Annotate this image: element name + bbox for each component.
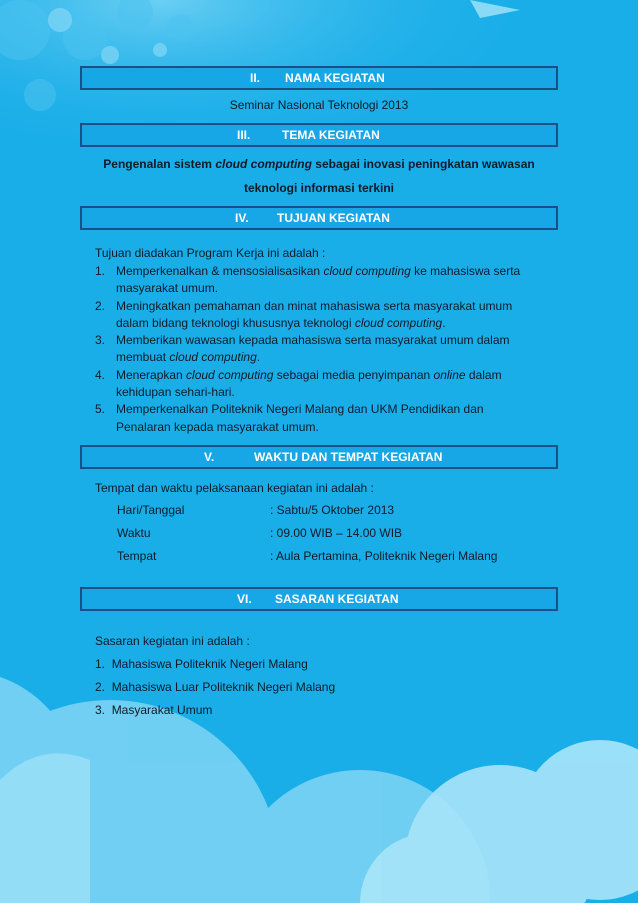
section-header-tujuan bbox=[80, 206, 558, 230]
theme-text: Pengenalan sistem bbox=[103, 157, 216, 171]
info-row-date bbox=[117, 503, 395, 517]
sasaran-intro: Sasaran kegiatan ini adalah : bbox=[95, 634, 250, 648]
list-item: 4. Menerapkan cloud computing sebagai media penyimpanan online dalam kehidupan sehari-hari. bbox=[95, 367, 502, 400]
info-label: Hari/Tanggal bbox=[117, 503, 185, 517]
section-header-sasaran bbox=[80, 587, 558, 611]
section-title: TEMA KEGIATAN bbox=[282, 128, 380, 142]
list-item: 2. Meningkatkan pemahaman dan minat mahasiswa serta masyarakat umum dalam bidang teknologi khususnya teknologi cloud computing. bbox=[95, 298, 513, 330]
section-number: V. bbox=[204, 450, 215, 464]
tujuan-intro: Tujuan diadakan Program Kerja ini adalah : bbox=[95, 246, 326, 260]
info-value: : Sabtu/5 Oktober 2013 bbox=[270, 503, 395, 517]
section-header-tema bbox=[80, 123, 558, 147]
waktu-intro: Tempat dan waktu pelaksanaan kegiatan ini adalah : bbox=[95, 481, 374, 495]
section-header-waktu bbox=[80, 445, 558, 469]
info-value: : 09.00 WIB – 14.00 WIB bbox=[270, 526, 403, 540]
list-item: 1. Mahasiswa Politeknik Negeri Malang bbox=[95, 657, 308, 671]
info-row-time bbox=[117, 526, 403, 540]
section-header-nama bbox=[80, 66, 558, 90]
theme-text-italic: cloud computing bbox=[215, 157, 312, 171]
event-name: Seminar Nasional Teknologi 2013 bbox=[229, 98, 409, 112]
section-title: NAMA KEGIATAN bbox=[285, 71, 385, 85]
info-label: Tempat bbox=[117, 549, 157, 563]
list-item: 2. Mahasiswa Luar Politeknik Negeri Malang bbox=[95, 680, 336, 694]
list-item: 3. Memberikan wawasan kepada mahasiswa serta masyarakat umum dalam membuat cloud computing. bbox=[95, 333, 510, 365]
theme-line-2: teknologi informasi terkini bbox=[243, 181, 395, 195]
list-item: 5. Memperkenalkan Politeknik Negeri Malang dan UKM Pendidikan dan Penalaran kepada masyarakat umum. bbox=[95, 402, 484, 434]
theme-text: sebagai inovasi peningkatan wawasan bbox=[311, 157, 535, 171]
list-item: 3. Masyarakat Umum bbox=[95, 703, 213, 717]
section-title: WAKTU DAN TEMPAT KEGIATAN bbox=[254, 450, 443, 464]
info-label: Waktu bbox=[117, 526, 151, 540]
section-number: IV. bbox=[235, 211, 249, 225]
info-value: : Aula Pertamina, Politeknik Negeri Malang bbox=[270, 549, 498, 563]
section-title: SASARAN KEGIATAN bbox=[275, 592, 399, 606]
section-number: VI. bbox=[237, 592, 252, 606]
section-number: II. bbox=[250, 71, 261, 85]
tujuan-list bbox=[95, 263, 520, 436]
info-row-place bbox=[117, 549, 498, 563]
list-item: 1. Memperkenalkan & mensosialisasikan cloud computing ke mahasiswa serta masyarakat umum. bbox=[95, 264, 521, 296]
theme-line-1 bbox=[0, 157, 638, 171]
section-title: TUJUAN KEGIATAN bbox=[277, 211, 390, 225]
section-number: III. bbox=[237, 128, 251, 142]
